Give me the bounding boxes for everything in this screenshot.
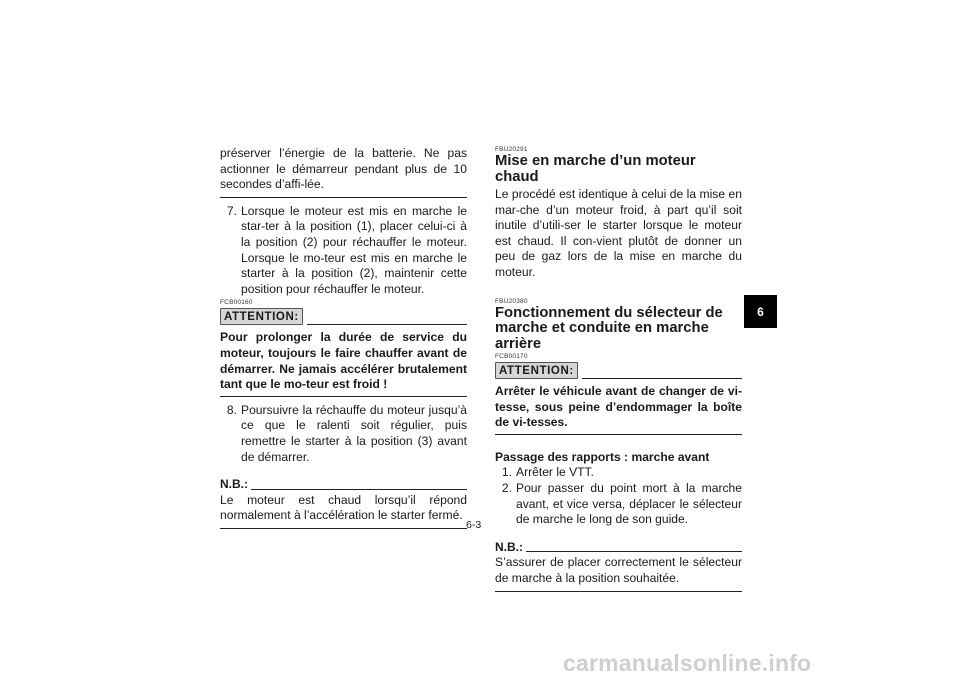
subheading: Passage des rapports : marche avant — [495, 449, 710, 464]
attention-text: Pour prolonger la durée de service du moteur, toujours le faire chauffer avant de démarrer. Ne jamais accélérer brutalement tant que le mo-teur est froid ! — [220, 330, 467, 392]
step-text: Lorsque le moteur est mis en marche le star-ter à la position (1), placer celui-ci à la position (2) pour réchauffer le moteur. Lorsque le mo-teur est mis en marche le starter à la position (2), maintenir cette position pour réchauffer le moteur. — [241, 203, 467, 296]
divider — [220, 197, 467, 198]
intro-paragraph: préserver l’énergie de la batterie. Ne pas actionner le démarreur pendant plus de 10 secondes d’affi-lée. — [220, 146, 467, 192]
step-2 — [495, 481, 742, 528]
right-column — [495, 146, 742, 592]
nb-header — [220, 477, 467, 493]
left-column — [220, 146, 467, 529]
attention-header — [220, 308, 467, 325]
step-number: 7. — [226, 203, 237, 218]
section-title: Mise en marche d’un moteur chaud — [495, 153, 696, 185]
section-title: Fonctionnement du sélecteur de marche et conduite en marche arrière — [495, 304, 723, 352]
step-text: Poursuivre la réchauffe du moteur jusqu’à ce que le ralenti soit régulier, puis remettre le starter à la position (3) avant de démarrer. — [241, 402, 467, 464]
attention-code: FCB00160 — [220, 299, 253, 307]
nb-label: N.B.: — [495, 539, 523, 554]
divider — [220, 396, 467, 397]
divider — [220, 528, 467, 529]
watermark: carmanualsonline.info — [563, 650, 812, 676]
step-1 — [495, 465, 742, 481]
nb-label: N.B.: — [220, 477, 248, 492]
step-number: 1. — [501, 465, 512, 480]
step-8 — [220, 403, 467, 465]
nb-rule — [251, 489, 467, 490]
attention-badge: ATTENTION: — [495, 362, 578, 379]
section-code: FBU20380 — [495, 297, 528, 305]
step-number: 8. — [226, 402, 237, 417]
step-number: 2. — [501, 481, 512, 496]
section-paragraph: Le procédé est identique à celui de la mise en mar-che d’un moteur froid, à part qu’il soit inutile d’utili-ser le starter lorsque le moteur est chaud. Il con-vient plutôt de donner un peu de gaz lors de la mise en marche du moteur. — [495, 187, 742, 279]
nb-text: S’assurer de placer correctement le sélecteur de marche à la position souhaitée. — [495, 555, 742, 585]
attention-text: Arrêter le véhicule avant de changer de vi-tesse, sous peine d’endommager la boîte de vi-tesses. — [495, 384, 742, 430]
chapter-tab: 6 — [744, 295, 777, 328]
nb-header — [495, 540, 742, 556]
attention-badge: ATTENTION: — [220, 308, 303, 325]
nb-rule — [526, 551, 742, 552]
divider — [495, 434, 742, 435]
page-number: 6-3 — [466, 519, 482, 531]
nb-text: Le moteur est chaud lorsqu’il répond normalement à l’accélération le starter fermé. — [220, 492, 467, 523]
step-text: Arrêter le VTT. — [516, 465, 594, 480]
step-text: Pour passer du point mort à la marche avant, et vice versa, déplacer le sélecteur de marche le long de son guide. — [516, 481, 742, 527]
attention-rule — [307, 324, 467, 325]
section-code: FBU20291 — [495, 146, 528, 153]
step-7 — [220, 204, 467, 298]
attention-header — [495, 362, 742, 379]
divider — [495, 591, 742, 592]
attention-code: FCB00170 — [495, 353, 528, 361]
attention-rule — [582, 378, 742, 379]
